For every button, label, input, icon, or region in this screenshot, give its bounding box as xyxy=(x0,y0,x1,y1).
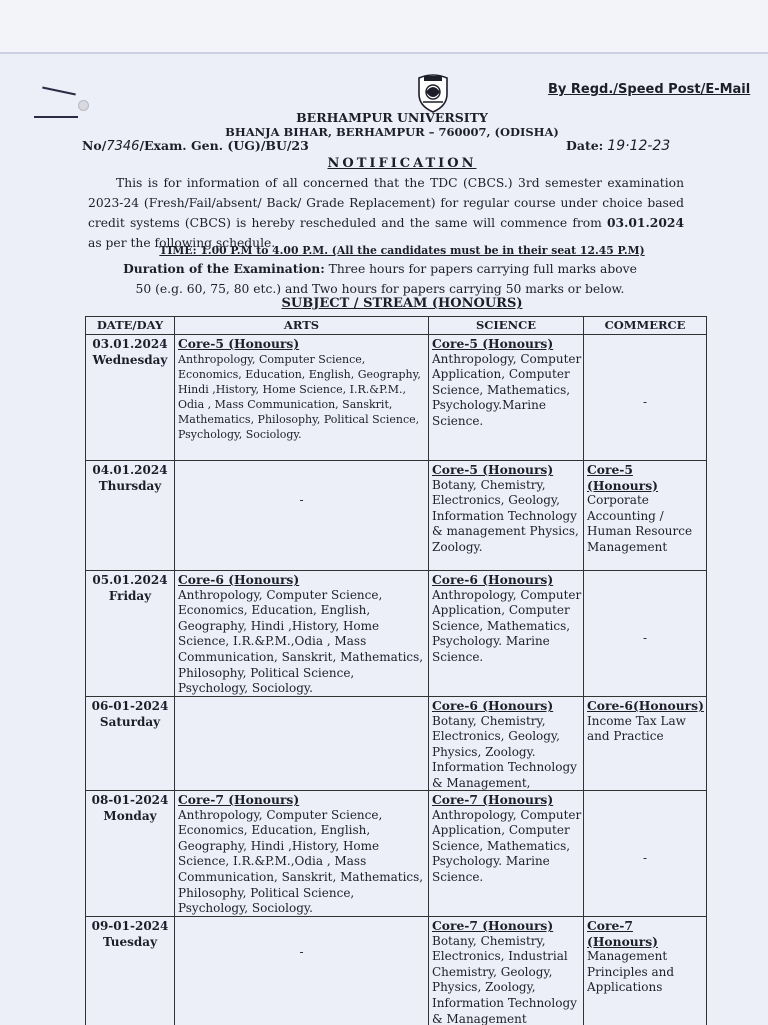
duration-label: Duration of the Examination: xyxy=(123,261,325,276)
row-date: 08-01-2024 xyxy=(91,793,169,807)
row-date: 03.01.2024 xyxy=(92,337,168,351)
science-core-label: Core-6 (Honours) xyxy=(432,572,554,587)
science-core-label: Core-5 (Honours) xyxy=(432,336,554,351)
row-date-cell xyxy=(86,335,175,460)
reference-number xyxy=(82,138,309,154)
header-date: DATE/DAY xyxy=(86,317,175,334)
arts-core-label: Core-7 (Honours) xyxy=(178,792,300,807)
row-day: Thursday xyxy=(98,478,162,493)
science-cell xyxy=(429,791,584,916)
ref-handwritten-number: 7346 xyxy=(106,139,140,154)
table-row xyxy=(86,571,706,697)
commerce-subjects: Management Principles and Applications xyxy=(587,949,675,995)
science-cell xyxy=(429,917,584,1025)
scan-top-margin xyxy=(0,0,768,53)
subject-heading: SUBJECT / STREAM (HONOURS) xyxy=(281,296,523,311)
science-core-label: Core-7 (Honours) xyxy=(432,918,554,933)
commerce-cell xyxy=(584,917,706,1025)
commerce-cell xyxy=(584,461,706,570)
commerce-core-label: Core-6(Honours) xyxy=(587,698,704,713)
arts-cell xyxy=(175,571,429,696)
header-commerce: COMMERCE xyxy=(604,318,686,332)
date-handwritten-value: 19·12-23 xyxy=(607,138,671,154)
row-date-cell xyxy=(86,917,175,1025)
commerce-cell xyxy=(584,791,706,916)
duration-paragraph xyxy=(120,259,640,299)
notice-date xyxy=(566,138,670,154)
science-cell xyxy=(429,335,584,460)
science-subjects: Botany, Chemistry, Electronics, Geology, Information Technology & management Physics, Zoology. xyxy=(432,477,579,554)
table-row xyxy=(86,697,706,791)
ref-suffix: /Exam. Gen. (UG)/BU/23 xyxy=(139,138,309,153)
row-date-cell xyxy=(86,461,175,570)
university-name: BERHAMPUR UNIVERSITY xyxy=(296,110,488,125)
row-date: 05.01.2024 xyxy=(92,573,168,587)
university-address: BHANJA BIHAR, BERHAMPUR – 760007, (ODISHA) xyxy=(225,125,559,139)
table-row xyxy=(86,461,706,571)
row-date: 04.01.2024 xyxy=(92,463,168,477)
commerce-subjects: Corporate Accounting / Human Resource Management xyxy=(587,493,693,554)
arts-cell xyxy=(175,791,429,916)
commerce-empty-dash: - xyxy=(642,631,648,645)
intro-text-a: This is for information of all concerned that the TDC (CBCS.) 3rd semester examination 2023-24 (Fresh/Fail/absent/ Back/ Grade Replacement) for regular course under choice based credit systems (CBCS) is hereby rescheduled and the same will commence from xyxy=(88,176,684,230)
science-subjects: Botany, Chemistry, Electronics, Geology, Physics, Zoology. Information Technology & Management, xyxy=(432,713,577,790)
table-row xyxy=(86,791,706,917)
table-row xyxy=(86,335,706,461)
page-title: NOTIFICATION xyxy=(327,156,477,171)
row-date-cell xyxy=(86,571,175,696)
row-day: Tuesday xyxy=(102,934,158,949)
duration-text: Three hours for papers carrying full marks above 50 (e.g. 60, 75, 80 etc.) and Two hours for papers carrying 50 marks or below. xyxy=(135,262,637,296)
commerce-empty-dash: - xyxy=(642,851,648,865)
arts-empty-dash: - xyxy=(299,493,304,507)
science-subjects: Anthropology, Computer Application, Computer Science, Mathematics, Psychology. Marine Science. xyxy=(432,807,582,884)
arts-subjects: Anthropology, Computer Science, Economics, Education, English, Geography, Hindi ,History, Home Science, I.R.&P.M.,Odia , Mass Communication, Sanskrit, Mathematics, Philosophy, Political Science, Psychology, Sociology. xyxy=(178,587,424,696)
exam-time-note: TIME: 1.00 P.M to 4.00 P.M. (All the candidates must be in their seat 12.45 P.M) xyxy=(159,244,645,257)
arts-cell xyxy=(175,335,429,460)
arts-core-label: Core-6 (Honours) xyxy=(178,572,300,587)
science-core-label: Core-6 (Honours) xyxy=(432,698,554,713)
row-day: Saturday xyxy=(99,714,161,729)
commerce-subjects: Income Tax Law and Practice xyxy=(587,713,686,744)
university-seal-icon xyxy=(413,72,453,114)
science-subjects: Anthropology, Computer Application, Computer Science, Mathematics, Psychology. Marine Science. xyxy=(432,587,582,664)
arts-subjects: Anthropology, Computer Science, Economics, Education, English, Geography, Hindi ,History, Home Science, I.R.&P.M., Odia , Mass Communication, Sanskrit, Mathematics, Philosophy, Political Science, Psychology, Sociology. xyxy=(178,352,421,441)
row-day: Friday xyxy=(108,588,152,603)
row-day: Monday xyxy=(103,808,157,823)
table-row xyxy=(86,917,706,1025)
row-date-cell xyxy=(86,697,175,790)
science-cell xyxy=(429,571,584,696)
schedule-table xyxy=(85,316,707,1025)
science-core-label: Core-5 (Honours) xyxy=(432,462,554,477)
row-date: 06-01-2024 xyxy=(91,699,169,713)
commence-date: 03.01.2024 xyxy=(606,215,684,230)
header-science: SCIENCE xyxy=(429,317,584,334)
pen-stroke xyxy=(42,86,76,95)
table-header-row xyxy=(86,317,706,335)
arts-cell xyxy=(175,697,429,790)
commerce-cell xyxy=(584,571,706,696)
header-arts: ARTS xyxy=(175,317,429,334)
arts-cell xyxy=(175,917,429,1025)
science-core-label: Core-7 (Honours) xyxy=(432,792,554,807)
commerce-core-label: Core-7 (Honours) xyxy=(587,918,658,949)
row-date: 09-01-2024 xyxy=(91,919,169,933)
commerce-core-label: Core-5 (Honours) xyxy=(587,462,658,493)
science-subjects: Anthropology, Computer Application, Computer Science, Mathematics, Psychology.Marine Science. xyxy=(432,351,582,428)
science-cell xyxy=(429,461,584,570)
intro-paragraph xyxy=(88,173,684,253)
date-label: Date: xyxy=(566,138,604,153)
ref-prefix: No/ xyxy=(82,138,107,153)
science-subjects: Botany, Chemistry, Electronics, Industrial Chemistry, Geology, Physics, Zoology, Information Technology & Management xyxy=(432,933,577,1025)
delivery-note: By Regd./Speed Post/E-Mail xyxy=(548,82,751,97)
commerce-cell xyxy=(584,697,706,790)
scan-edge-line xyxy=(0,52,768,54)
arts-subjects: Anthropology, Computer Science, Economics, Education, English, Geography, Hindi ,History, Home Science, I.R.&P.M.,Odia , Mass Communication, Sanskrit, Mathematics, Philosophy, Political Science, Psychology, Sociology. xyxy=(178,807,424,916)
commerce-empty-dash: - xyxy=(642,395,648,409)
row-date-cell xyxy=(86,791,175,916)
arts-core-label: Core-5 (Honours) xyxy=(178,336,300,351)
science-cell xyxy=(429,697,584,790)
intro-text-b: as per the following schedule. xyxy=(88,236,276,250)
row-day: Wednesday xyxy=(92,352,168,367)
commerce-cell xyxy=(584,335,706,460)
arts-empty-dash: - xyxy=(299,945,304,959)
arts-cell xyxy=(175,461,429,570)
